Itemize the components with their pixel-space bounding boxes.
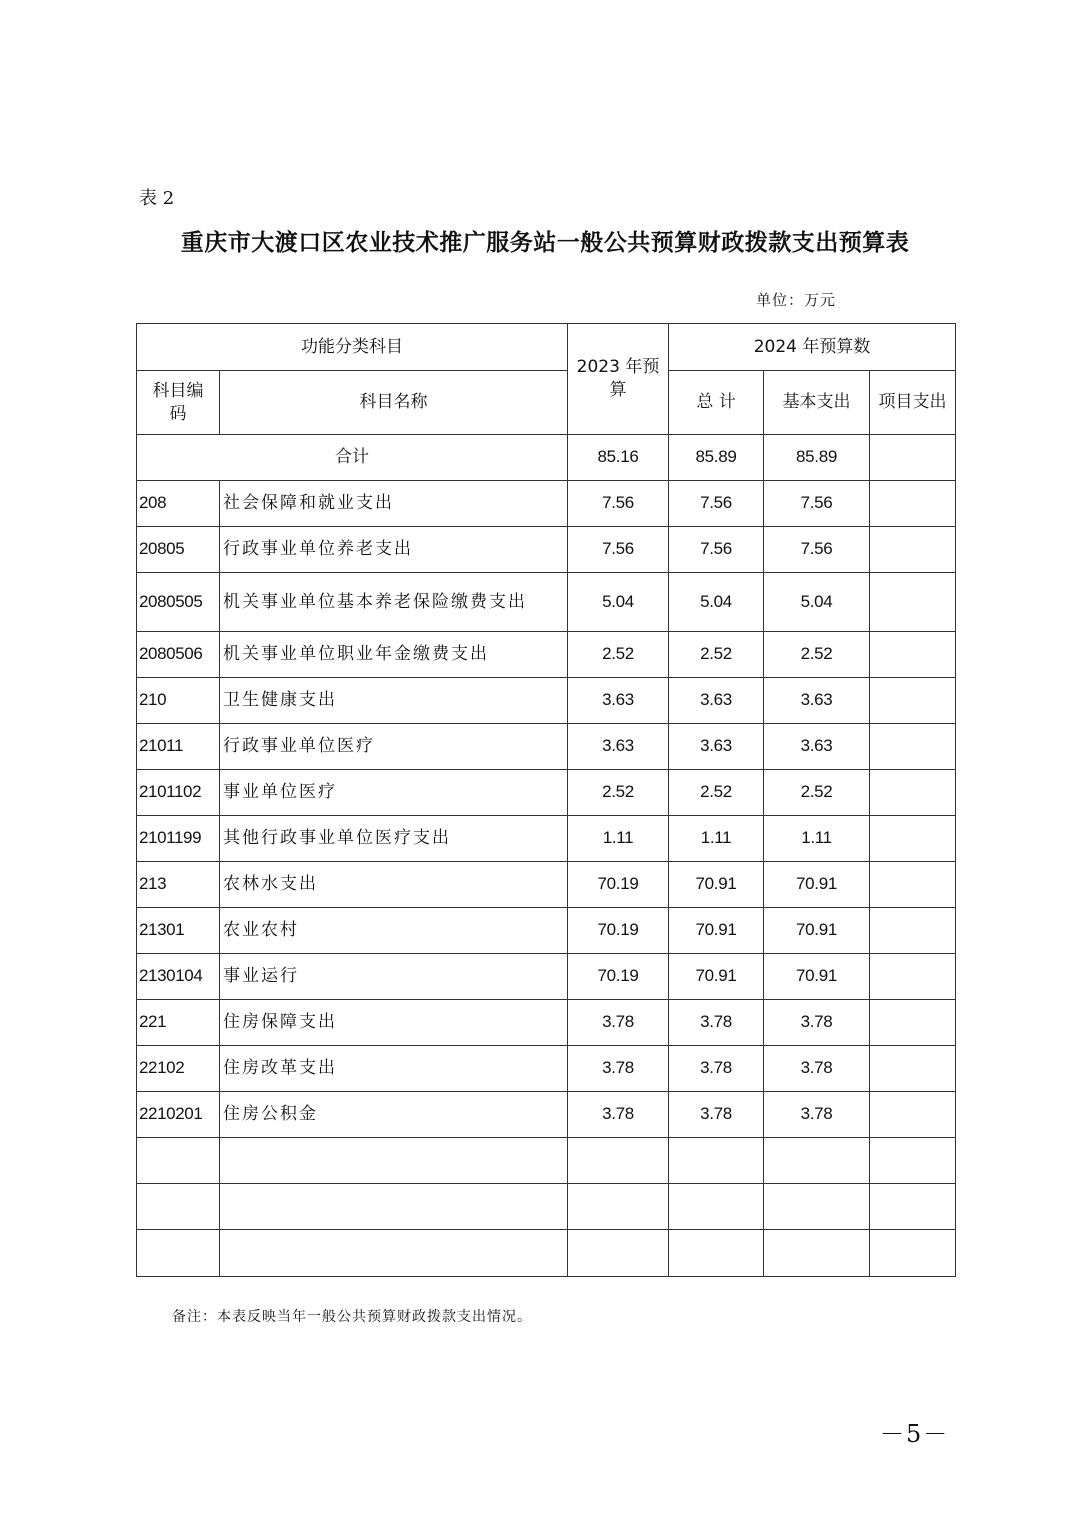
row-project [870, 816, 956, 862]
row-total [669, 1230, 764, 1277]
row-project [870, 724, 956, 770]
table-row [137, 527, 956, 573]
row-code [137, 1184, 220, 1230]
row-basic [764, 1138, 870, 1184]
row-name: 卫生健康支出 [220, 678, 568, 724]
page-number: －5－ [880, 1420, 950, 1448]
row-budget-2023: 3.78 [568, 1046, 669, 1092]
row-name [220, 1184, 568, 1230]
row-code [137, 1230, 220, 1277]
row-basic: 3.78 [764, 1046, 870, 1092]
row-basic: 3.78 [764, 1092, 870, 1138]
header-project: 项目支出 [870, 371, 956, 435]
row-code: 22102 [137, 1046, 220, 1092]
header-code: 科目编码 [137, 371, 220, 435]
row-code: 2210201 [137, 1092, 220, 1138]
row-total: 2.52 [669, 632, 764, 678]
row-project [870, 632, 956, 678]
row-total: 5.04 [669, 573, 764, 632]
row-code: 2130104 [137, 954, 220, 1000]
row-total: 70.91 [669, 954, 764, 1000]
header-name: 科目名称 [220, 371, 568, 435]
budget-table [136, 323, 956, 1277]
header-total: 总 计 [669, 371, 764, 435]
table-row [137, 816, 956, 862]
row-total: 3.78 [669, 1000, 764, 1046]
total-label: 合计 [137, 435, 568, 481]
row-code: 20805 [137, 527, 220, 573]
row-name [220, 1230, 568, 1277]
row-basic [764, 1184, 870, 1230]
header-budget-2024: 2024 年预算数 [669, 324, 956, 371]
row-project [870, 1000, 956, 1046]
header-row-1 [137, 324, 956, 371]
total-project [870, 435, 956, 481]
table-row [137, 908, 956, 954]
table-row [137, 1046, 956, 1092]
row-project [870, 770, 956, 816]
row-name: 事业运行 [220, 954, 568, 1000]
row-budget-2023: 3.63 [568, 724, 669, 770]
row-basic: 70.91 [764, 908, 870, 954]
total-basic: 85.89 [764, 435, 870, 481]
row-project [870, 1230, 956, 1277]
row-basic [764, 1230, 870, 1277]
row-budget-2023 [568, 1138, 669, 1184]
row-budget-2023: 3.63 [568, 678, 669, 724]
row-code: 2101102 [137, 770, 220, 816]
row-budget-2023: 2.52 [568, 632, 669, 678]
row-total: 3.78 [669, 1046, 764, 1092]
table-row [137, 1184, 956, 1230]
row-total: 7.56 [669, 481, 764, 527]
row-project [870, 908, 956, 954]
unit-label: 单位：万元 [756, 291, 837, 309]
row-budget-2023: 1.11 [568, 816, 669, 862]
header-basic: 基本支出 [764, 371, 870, 435]
row-code: 21301 [137, 908, 220, 954]
row-basic: 70.91 [764, 862, 870, 908]
row-budget-2023: 3.78 [568, 1000, 669, 1046]
row-basic: 5.04 [764, 573, 870, 632]
row-project [870, 862, 956, 908]
table-row [137, 481, 956, 527]
table-row [137, 770, 956, 816]
row-name: 住房改革支出 [220, 1046, 568, 1092]
row-basic: 2.52 [764, 632, 870, 678]
row-code: 2080506 [137, 632, 220, 678]
row-code: 213 [137, 862, 220, 908]
row-basic: 3.63 [764, 724, 870, 770]
table-row [137, 724, 956, 770]
row-code: 2101199 [137, 816, 220, 862]
row-total: 1.11 [669, 816, 764, 862]
row-code: 221 [137, 1000, 220, 1046]
row-budget-2023: 7.56 [568, 527, 669, 573]
row-basic: 3.78 [764, 1000, 870, 1046]
row-total [669, 1184, 764, 1230]
row-name: 机关事业单位基本养老保险缴费支出 [220, 573, 568, 632]
row-budget-2023: 2.52 [568, 770, 669, 816]
row-budget-2023: 5.04 [568, 573, 669, 632]
document-title: 重庆市大渡口区农业技术推广服务站一般公共预算财政拨款支出预算表 [180, 229, 910, 256]
row-basic: 3.63 [764, 678, 870, 724]
row-total: 7.56 [669, 527, 764, 573]
row-name: 事业单位医疗 [220, 770, 568, 816]
row-basic: 2.52 [764, 770, 870, 816]
header-row-2 [137, 371, 956, 435]
table-row [137, 1092, 956, 1138]
row-project [870, 1184, 956, 1230]
table-row [137, 678, 956, 724]
row-total: 3.78 [669, 1092, 764, 1138]
row-budget-2023: 70.19 [568, 954, 669, 1000]
total-row [137, 435, 956, 481]
row-project [870, 678, 956, 724]
row-total: 2.52 [669, 770, 764, 816]
row-name: 社会保障和就业支出 [220, 481, 568, 527]
row-total: 3.63 [669, 678, 764, 724]
row-name: 行政事业单位养老支出 [220, 527, 568, 573]
row-budget-2023: 3.78 [568, 1092, 669, 1138]
table-number: 表 2 [139, 188, 175, 209]
table-row [137, 862, 956, 908]
table-row [137, 954, 956, 1000]
row-total: 3.63 [669, 724, 764, 770]
row-budget-2023: 70.19 [568, 908, 669, 954]
header-category: 功能分类科目 [137, 324, 568, 371]
row-project [870, 1138, 956, 1184]
row-name [220, 1138, 568, 1184]
header-budget-2023: 2023 年预算 [568, 324, 669, 435]
row-basic: 7.56 [764, 527, 870, 573]
row-name: 农林水支出 [220, 862, 568, 908]
row-code [137, 1138, 220, 1184]
row-name: 行政事业单位医疗 [220, 724, 568, 770]
footnote: 备注：本表反映当年一般公共预算财政拨款支出情况。 [172, 1309, 532, 1325]
row-total: 70.91 [669, 908, 764, 954]
row-code: 208 [137, 481, 220, 527]
table-row [137, 632, 956, 678]
table-row [137, 573, 956, 632]
row-project [870, 573, 956, 632]
row-budget-2023: 70.19 [568, 862, 669, 908]
table-row [137, 1230, 956, 1277]
row-name: 机关事业单位职业年金缴费支出 [220, 632, 568, 678]
row-budget-2023: 7.56 [568, 481, 669, 527]
row-project [870, 1092, 956, 1138]
row-name: 其他行政事业单位医疗支出 [220, 816, 568, 862]
row-code: 21011 [137, 724, 220, 770]
row-budget-2023 [568, 1184, 669, 1230]
row-code: 2080505 [137, 573, 220, 632]
row-total: 70.91 [669, 862, 764, 908]
total-b2023: 85.16 [568, 435, 669, 481]
table-row [137, 1000, 956, 1046]
row-code: 210 [137, 678, 220, 724]
total-total: 85.89 [669, 435, 764, 481]
row-project [870, 481, 956, 527]
row-basic: 7.56 [764, 481, 870, 527]
row-budget-2023 [568, 1230, 669, 1277]
row-project [870, 954, 956, 1000]
row-name: 住房公积金 [220, 1092, 568, 1138]
table-row [137, 1138, 956, 1184]
row-project [870, 527, 956, 573]
row-name: 农业农村 [220, 908, 568, 954]
row-project [870, 1046, 956, 1092]
row-total [669, 1138, 764, 1184]
row-basic: 70.91 [764, 954, 870, 1000]
row-name: 住房保障支出 [220, 1000, 568, 1046]
row-basic: 1.11 [764, 816, 870, 862]
